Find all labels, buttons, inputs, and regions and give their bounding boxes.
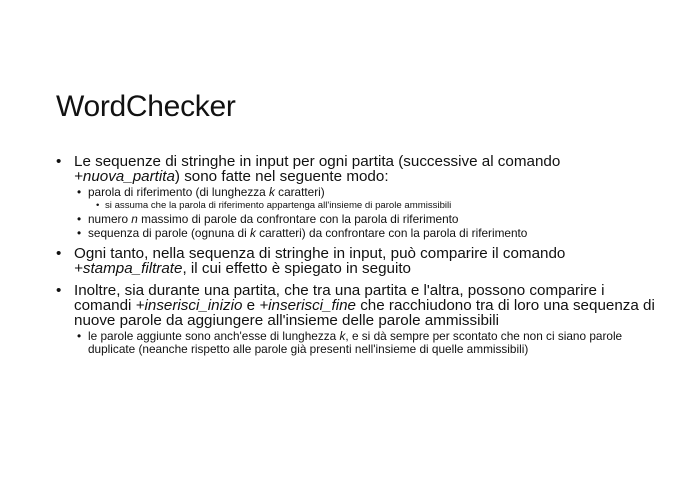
text: Ogni tanto, nella sequenza di stringhe in input, può comparire il comando xyxy=(74,245,566,262)
text: sequenza di parole (ognuna di xyxy=(88,226,250,240)
text: massimo di parole da confrontare con la parola di riferimento xyxy=(137,212,459,226)
var-n: n xyxy=(131,212,138,226)
text: , il cui effetto è spiegato in seguito xyxy=(182,260,412,277)
text: si assuma che la parola di riferimento appartenga all'insieme di parole ammissibili xyxy=(105,200,452,211)
text: , e si dà sempre per scontato che non ci siano parole duplicate (neanche rispetto alle parole già presenti nell'insieme di quelle ammissibili) xyxy=(88,329,623,356)
bullet-stampa-filtrate xyxy=(56,246,656,276)
slide-content xyxy=(56,154,656,357)
sub-bullet-added-words xyxy=(56,330,656,356)
text: parola di riferimento (di lunghezza xyxy=(88,185,269,199)
sub-bullet-word-sequence xyxy=(56,227,656,240)
text: caratteri) da confrontare con la parola di riferimento xyxy=(255,226,528,240)
sub-bullet-reference-word xyxy=(56,186,656,199)
bullet-dot-icon: • xyxy=(77,226,82,240)
command-inserisci-inizio: +inserisci_inizio xyxy=(135,297,243,314)
bullet-dot-icon: • xyxy=(56,245,62,262)
var-k: k xyxy=(339,329,346,343)
text: che racchiudono tra di loro una sequenza di nuove parole da aggiungere all'insieme delle parole ammissibili xyxy=(74,297,655,329)
text: le parole aggiunte sono anch'esse di lunghezza xyxy=(88,329,340,343)
bullet-sequences xyxy=(56,154,656,184)
command-inserisci-fine: +inserisci_fine xyxy=(259,297,356,314)
bullet-dot-icon: • xyxy=(56,282,62,299)
bullet-dot-icon: • xyxy=(77,329,82,343)
command-nuova-partita: +nuova_partita xyxy=(74,168,175,185)
slide-title: WordChecker xyxy=(56,90,236,123)
bullet-dot-icon: • xyxy=(56,153,62,170)
sub-sub-bullet-assume xyxy=(56,200,656,212)
text: e xyxy=(242,297,260,314)
text: numero xyxy=(88,212,132,226)
text: Le sequenze di stringhe in input per ogni partita (successive al comando xyxy=(74,153,561,170)
var-k: k xyxy=(250,226,256,240)
bullet-dot-icon: • xyxy=(77,212,82,226)
var-k: k xyxy=(268,185,275,199)
bullet-dot-icon: • xyxy=(77,185,82,199)
bullet-dot-icon: • xyxy=(96,200,100,211)
text: ) sono fatte nel seguente modo: xyxy=(174,168,389,185)
bullet-inserisci xyxy=(56,283,656,328)
command-stampa-filtrate: +stampa_filtrate xyxy=(74,260,183,277)
sub-bullet-max-words xyxy=(56,213,656,226)
text: caratteri) xyxy=(274,185,325,199)
text: Inoltre, sia durante una partita, che tra una partita e l'altra, possono comparire i comandi xyxy=(74,282,605,314)
